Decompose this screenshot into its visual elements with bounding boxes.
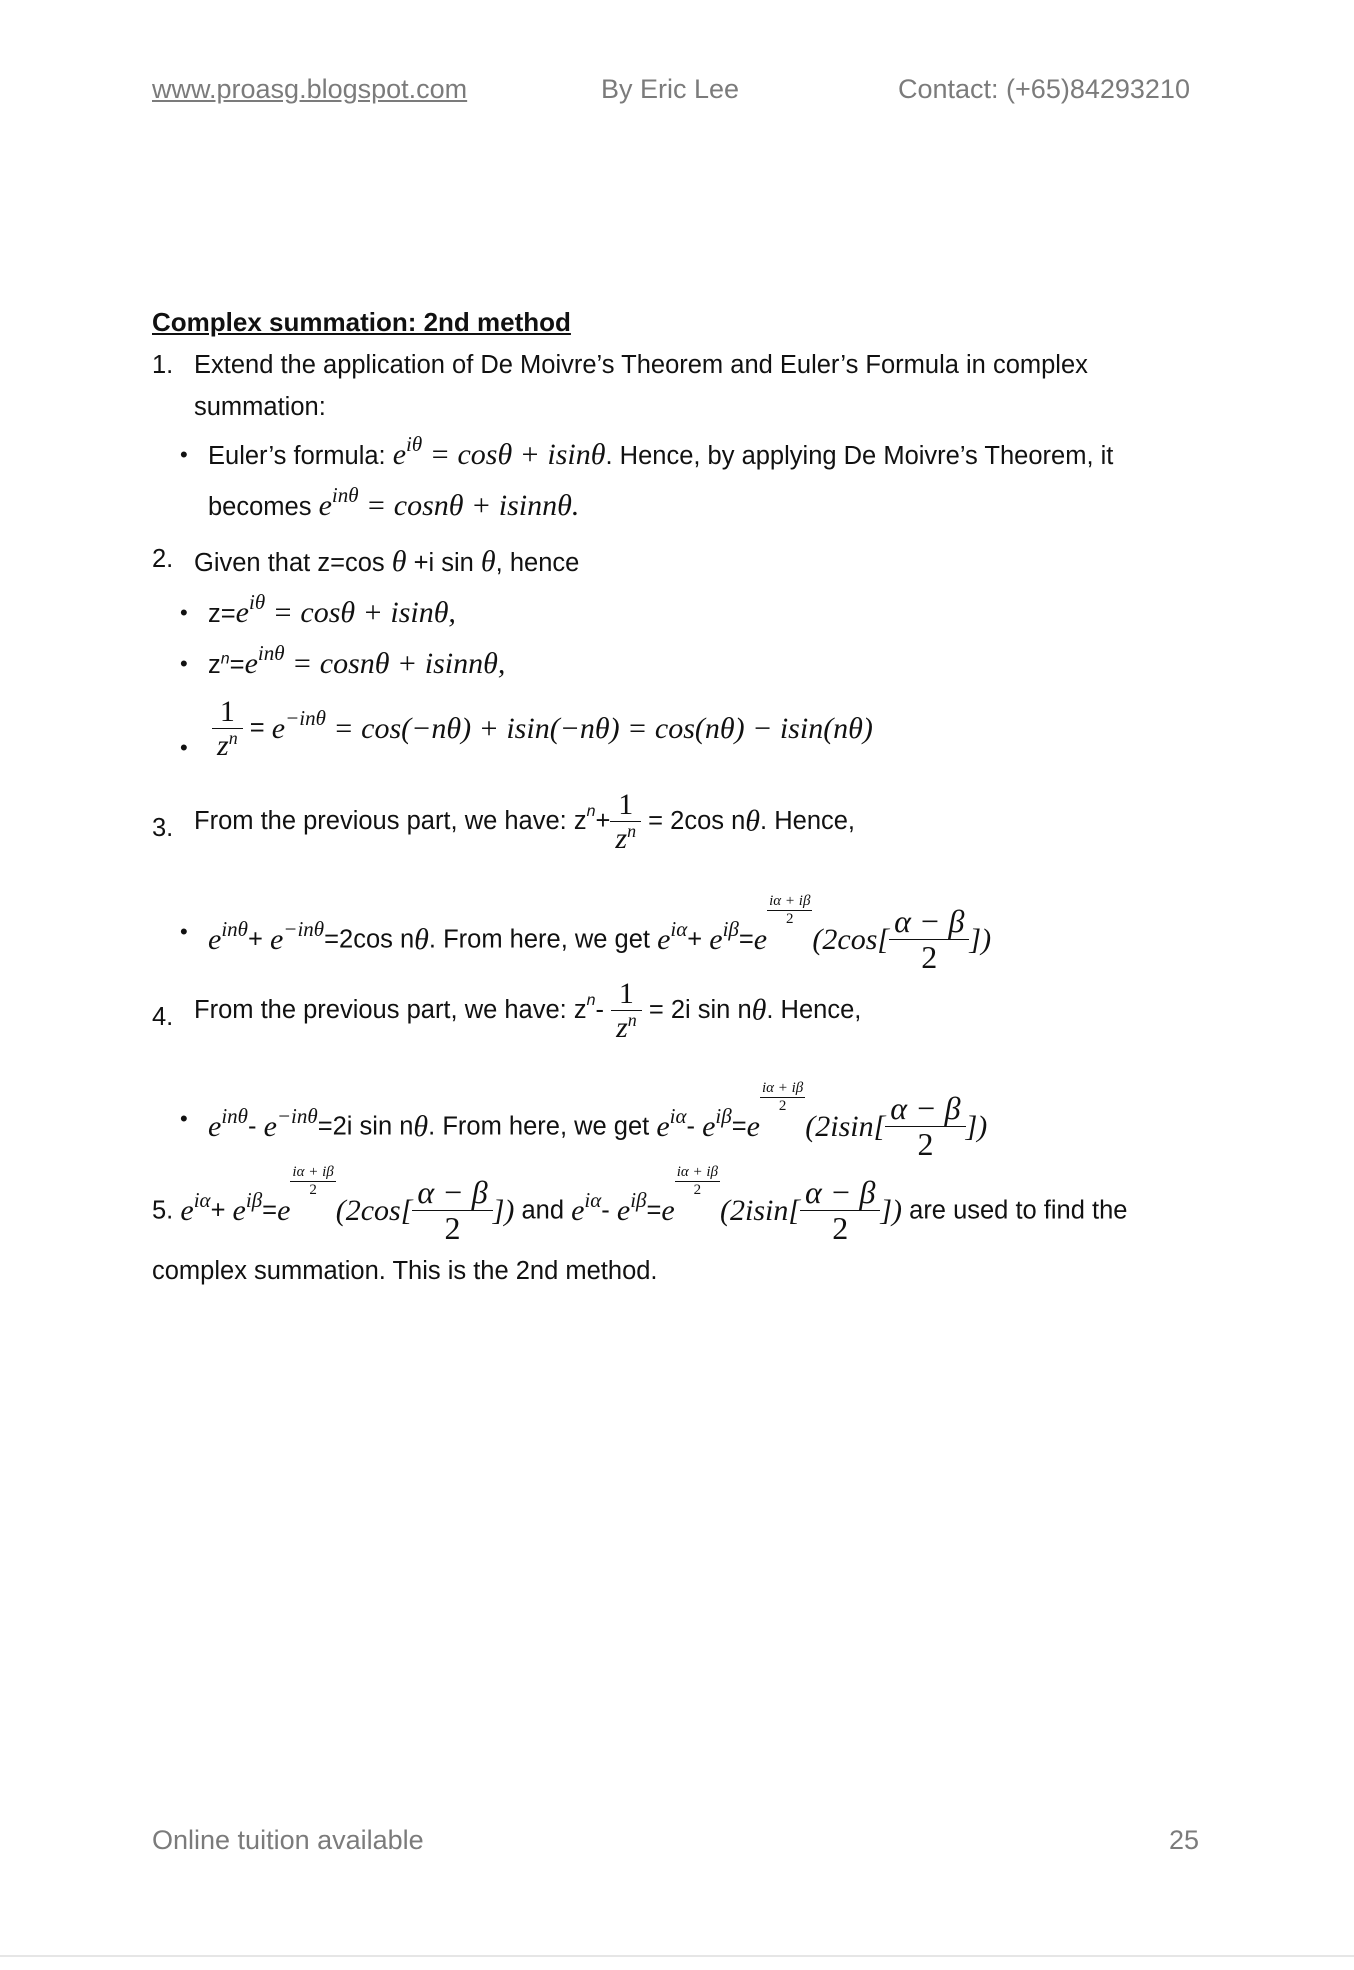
bullet-icon: • — [180, 735, 188, 760]
item1-number: 1. — [152, 351, 174, 379]
item1-text: Extend the application of De Moivre’s Theorem and Euler’s Formula in complex — [194, 351, 1088, 379]
bullet-icon: • — [180, 442, 188, 467]
item1-b1: Euler’s formula: $e^{i\theta} = \cos\theta + isin\theta$. Hence, by applying De Moivre’s Theorem, it — [208, 432, 1114, 471]
header-author: By Eric Lee — [601, 74, 740, 104]
footer-note: Online tuition available — [152, 1825, 424, 1855]
page-number: 25 — [1169, 1825, 1200, 1855]
bullet-icon: • — [180, 651, 188, 676]
website-link[interactable]: www.proasg.blogspot.com — [152, 74, 468, 104]
page-edge-divider — [0, 1955, 1354, 1957]
fraction-1-over-zn: $\frac{1}{z^n}$ — [212, 695, 243, 762]
item1-b2: becomes $e^{in\theta} = \cos n\theta + isinn\theta$. — [208, 483, 580, 522]
item1-text2: summation: — [194, 393, 326, 421]
bullet-icon: • — [180, 919, 188, 944]
item2-intro: Given that z=cos θ +i sin θ, hence — [194, 545, 580, 578]
bullet-icon: • — [180, 600, 188, 625]
header-website[interactable] — [152, 74, 467, 105]
bullet-icon: • — [180, 1106, 188, 1131]
header-contact: Contact: (+65)84293210 — [898, 74, 1190, 104]
section-title: Complex summation: 2nd method — [152, 307, 571, 337]
